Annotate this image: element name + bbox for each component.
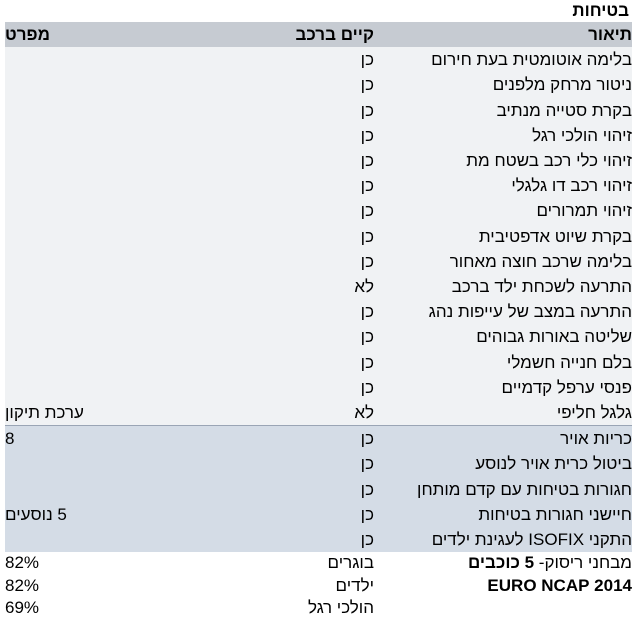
ncap-score: 82% <box>5 553 40 573</box>
row-description: זיהוי תמרורים <box>536 201 632 221</box>
row-in-vehicle: כן <box>360 201 374 221</box>
row-spec <box>5 123 219 148</box>
row-description: ביטול כרית אויר לנוסע <box>475 454 632 474</box>
row-description: בקרת סטייה מנתיב <box>496 100 632 120</box>
row-spec <box>5 477 219 502</box>
table-row <box>5 350 632 375</box>
table-row <box>5 274 632 299</box>
table-row <box>5 324 632 349</box>
row-spec <box>5 324 219 349</box>
ncap-score: 82% <box>5 575 40 595</box>
row-spec <box>5 375 219 400</box>
crash-test-prefix: מבחני ריסוק- <box>534 553 632 573</box>
row-spec <box>5 350 219 375</box>
row-in-vehicle: כן <box>360 176 374 196</box>
row-in-vehicle: כן <box>360 454 374 474</box>
table-row <box>5 477 632 502</box>
row-spec <box>5 274 219 299</box>
row-in-vehicle: כן <box>360 50 374 70</box>
row-description: שליטה באורות גבוהים <box>476 327 632 347</box>
row-description: זיהוי כלי רכב בשטח מת <box>466 151 632 171</box>
row-in-vehicle: כן <box>360 125 374 145</box>
row-spec <box>5 249 219 274</box>
ncap-category: ילדים <box>335 575 374 595</box>
row-description-empty <box>374 597 632 620</box>
header-in-vehicle: קיים ברכב <box>295 25 374 44</box>
table-row <box>5 249 632 274</box>
table-row <box>5 502 632 527</box>
row-description: גלגל חליפי <box>374 400 632 426</box>
ncap-category: הולכי רגל <box>307 598 374 618</box>
row-in-vehicle: כן <box>360 226 374 246</box>
ncap-category: בוגרים <box>327 553 374 573</box>
row-in-vehicle: כן <box>360 429 374 449</box>
row-in-vehicle: כן <box>360 352 374 372</box>
row-in-vehicle: כן <box>360 504 374 524</box>
row-description: כריות אויר <box>560 429 632 449</box>
table-row <box>5 123 632 148</box>
row-description: התרעה במצב של עייפות נהג <box>428 302 632 322</box>
row-in-vehicle: כן <box>360 530 374 550</box>
table-row <box>5 299 632 324</box>
table-row <box>5 527 632 552</box>
row-in-vehicle: כן <box>360 479 374 499</box>
table-row <box>5 426 632 452</box>
table-row <box>5 451 632 476</box>
euro-ncap-text: 2014 EURO NCAP <box>487 575 632 595</box>
row-spec <box>5 527 219 552</box>
table-row <box>5 98 632 123</box>
row-in-vehicle: כן <box>360 75 374 95</box>
row-spec <box>5 299 219 324</box>
row-description: ניטור מרחק מלפנים <box>492 75 632 95</box>
row-description: בלם חנייה חשמלי <box>506 352 632 372</box>
driver-assist-group <box>5 47 632 426</box>
row-spec <box>5 47 219 72</box>
row-description: חיישני חגורות בטיחות <box>478 504 632 524</box>
table-row <box>5 47 632 72</box>
row-spec <box>5 148 219 173</box>
row-spec <box>5 98 219 123</box>
table-row <box>5 552 632 575</box>
header-row <box>5 22 632 47</box>
row-in-vehicle: כן <box>360 327 374 347</box>
euro-ncap-label <box>374 575 632 598</box>
row-spec: 8 <box>5 429 15 449</box>
table-row <box>5 173 632 198</box>
table-row <box>5 198 632 223</box>
row-description: זיהוי רכב דו גלגלי <box>511 176 632 196</box>
table-row <box>5 375 632 400</box>
row-description: פנסי ערפל קדמיים <box>501 377 632 397</box>
crash-test-stars: 5 כוכבים <box>468 553 535 573</box>
row-spec: 5 נוסעים <box>5 504 67 524</box>
row-in-vehicle: לא <box>354 277 374 297</box>
crash-test-rating <box>374 552 632 575</box>
row-in-vehicle: כן <box>360 151 374 171</box>
table-row <box>5 148 632 173</box>
table-row <box>5 72 632 97</box>
section-title: בטיחות <box>572 1 629 20</box>
crash-test-group <box>5 552 632 620</box>
safety-table <box>5 22 632 620</box>
row-in-vehicle: לא <box>219 400 374 426</box>
header-spec: מפרט <box>5 25 50 44</box>
passive-safety-group <box>5 426 632 553</box>
table-row <box>5 597 632 620</box>
row-in-vehicle: כן <box>360 377 374 397</box>
row-description: התקני ISOFIX לעגינת ילדים <box>431 530 632 550</box>
row-in-vehicle: כן <box>360 302 374 322</box>
row-spec <box>5 224 219 249</box>
row-description: התרעה לשכחת ילד ברכב <box>451 277 632 297</box>
row-in-vehicle: כן <box>360 100 374 120</box>
row-description: זיהוי הולכי רגל <box>532 125 632 145</box>
row-in-vehicle: כן <box>360 251 374 271</box>
row-description: בקרת שיוט אדפטיבית <box>478 226 632 246</box>
row-spec <box>5 451 219 476</box>
row-description: בלימה אוטומטית בעת חירום <box>431 50 632 70</box>
row-spec: ערכת תיקון <box>5 400 219 426</box>
row-spec <box>5 72 219 97</box>
table-row <box>5 224 632 249</box>
row-description: חגורות בטיחות עם קדם מותחן <box>417 479 632 499</box>
row-spec <box>5 198 219 223</box>
table-row <box>5 575 632 598</box>
ncap-score: 69% <box>5 598 40 618</box>
table-row <box>5 400 632 426</box>
row-description: בלימה שרכב חוצה מאחור <box>449 251 632 271</box>
row-spec <box>5 173 219 198</box>
header-description: תיאור <box>588 25 632 44</box>
